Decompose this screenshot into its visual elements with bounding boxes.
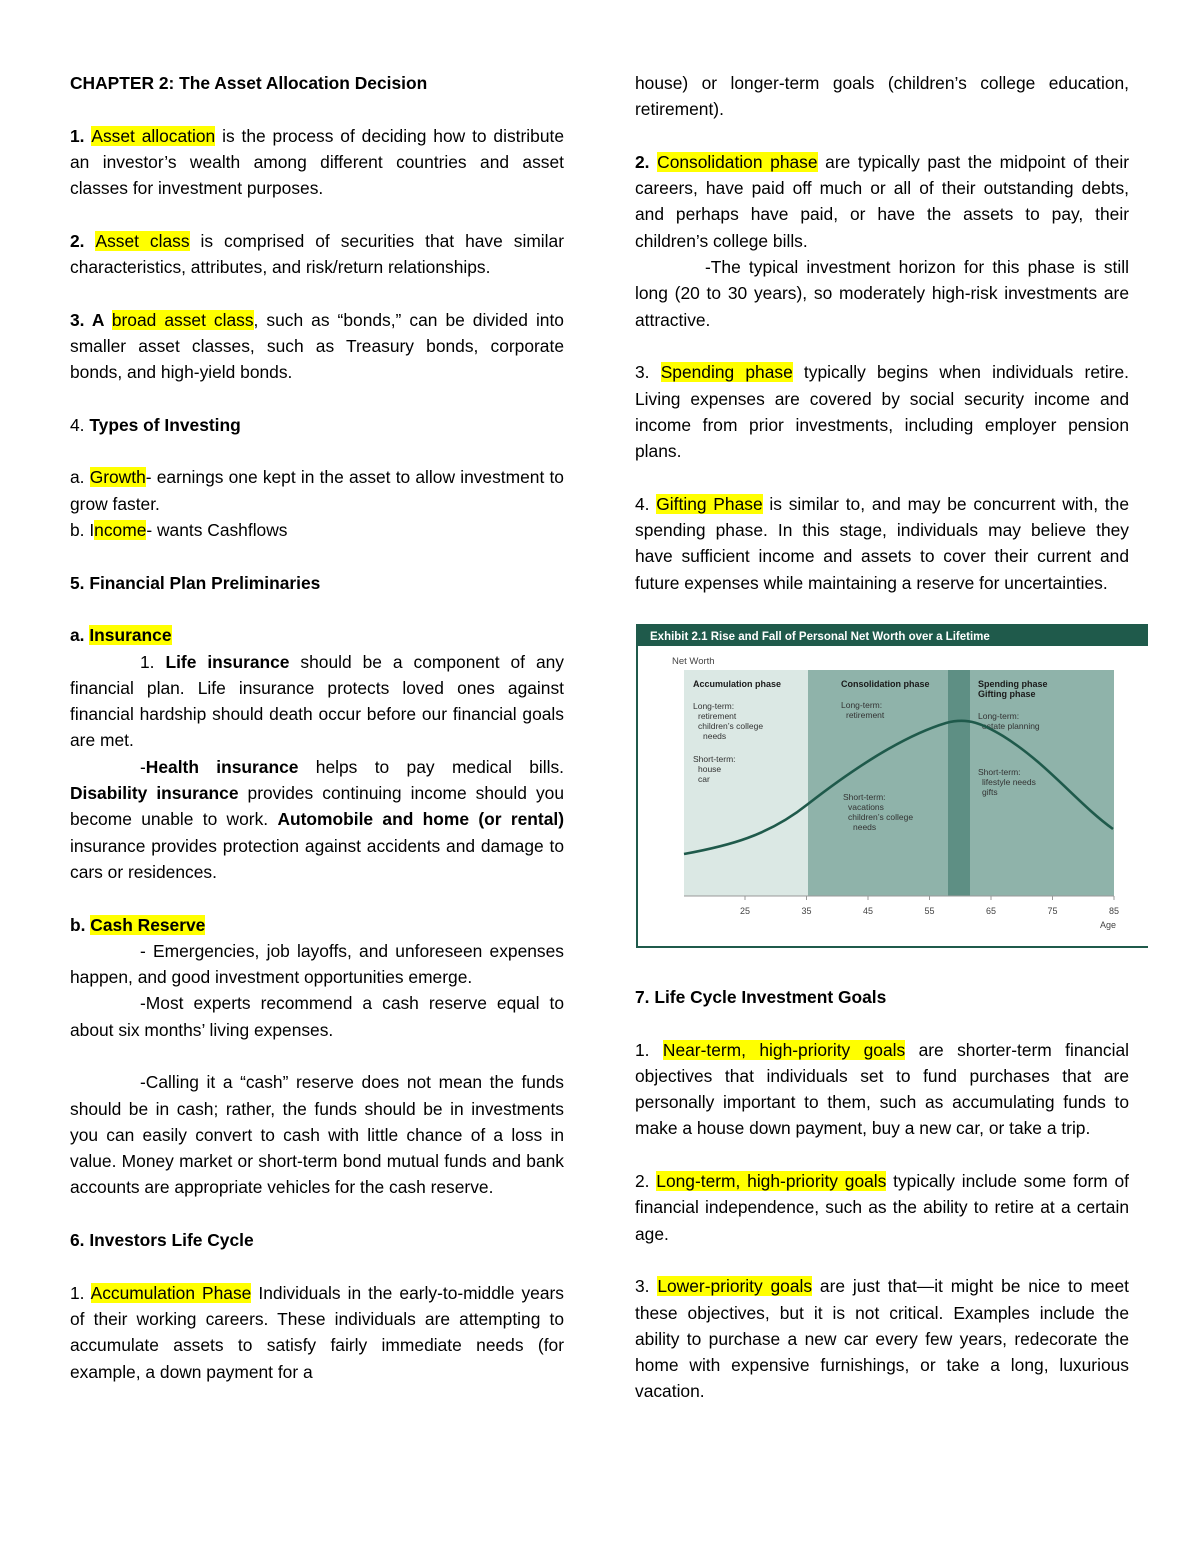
right-column-lower [635,984,1129,1431]
consol-st-label: Short-term: [843,792,886,802]
consol-st1: vacations [848,802,884,812]
highlight-term: Cash Reserve [90,914,206,935]
heading-cash-reserve: b. Cash Reserve [70,914,206,935]
para-health-insurance: -Health insurance helps to pay medical bills. Disability insurance provides continuing income should you become unable to work. Automobile and home (or rental) insurance provides protection against accidents and damage to cars or residences. [70,756,564,882]
highlight-term: Gifting Phase [656,493,763,514]
para-life-insurance: 1. Life insurance should be a component of any financial plan. Life insurance protects loved ones against financial hardship should death occur before our financial goals are met. [70,651,565,751]
exhibit-ylabel: Net Worth [672,656,715,667]
x-tick-label: 45 [862,906,874,916]
exhibit-title: Exhibit 2.1 Rise and Fall of Personal Net Worth over a Lifetime [650,631,990,643]
accum-st1: house [698,764,722,774]
spend-st1: lifestyle needs [982,777,1036,787]
para-growth: a. Growth- earnings one kept in the asset to allow investment to grow faster. [70,467,564,514]
spend-st2: gifts [982,787,998,797]
highlight-term: Long-term, high-priority goals [656,1171,887,1192]
para-income: b. Income- wants Cashflows [70,520,288,541]
heading-life-cycle: 6. Investors Life Cycle [70,1230,254,1251]
exhibit-figure [636,624,1148,948]
accum-lt1: retirement [698,711,737,721]
para-asset-class: 2. Asset class is comprised of securities that have similar characteristics, attributes, and risk/return relationships. [70,230,564,278]
right-column [635,70,1129,622]
para-long-term: 2. Long-term, high-priority goals typically include some form of financial independence, such as the ability to retire at a certain age. [635,1171,1129,1244]
highlight-term: Near-term, high-priority goals [662,1039,906,1060]
para-gifting: 4. Gifting Phase is similar to, and may be concurrent with, the spending phase. In this stage, individuals may believe they have sufficient income and assets to cover their current and future expenses while maintaining a reserve for uncertainties. [635,493,1129,593]
heading-goals: 7. Life Cycle Investment Goals [635,987,887,1007]
highlight-term: Asset allocation [91,125,216,146]
para-spending: 3. Spending phase typically begins when individuals retire. Living expenses are covered by social security income and income from prior investments, including employer pension plans. [635,362,1129,462]
x-tick-label: 85 [1108,906,1120,916]
para-accumulation: 1. Accumulation Phase Individuals in the early-to-middle years of their working careers. These individuals are attempting to accumulate assets to satisfy fairly immediate needs (for example, a down payment for a [70,1282,564,1382]
x-tick-label: 35 [801,906,812,916]
accum-lt2: children’s college [698,721,764,731]
highlight-term: Accumulation Phase [90,1282,252,1303]
para-cash-meaning: -Calling it a “cash” reserve does not mean the funds should be in cash; rather, the funds should be in investments you can easily convert to cash with little chance of a loss in value. Money market or short-term bond mutual funds and bank accounts are appropriate vehicles for the cash reserve. [70,1072,564,1198]
para-continuation: house) or longer-term goals (children’s college education, retirement). [635,73,1129,120]
x-tick-label: 25 [739,906,751,916]
consol-st2: children’s college [848,812,914,822]
spend-st-label: Short-term: [978,767,1021,777]
x-tick-label: 65 [985,906,997,916]
consol-lt1: retirement [846,710,885,720]
accum-st2: car [698,774,710,784]
para-horizon: -The typical investment horizon for this phase is still long (20 to 30 years), so moderately high-risk investments are attractive. [635,257,1129,330]
highlight-term: Spending phase [660,362,793,383]
exhibit-svg [638,624,1148,946]
para-emergencies: - Emergencies, job layoffs, and unforeseen expenses happen, and good investment opportunities emerge. [70,940,564,988]
highlight-term: Asset class [95,230,190,251]
para-near-term: 1. Near-term, high-priority goals are shorter-term financial objectives that individuals set to fund purchases that are personally important to them, such as accumulating funds to make a house down payment, buy a new car, or take a trip. [635,1039,1129,1139]
accum-st-label: Short-term: [693,754,736,764]
heading-types-of-investing: 4. Types of Investing [70,414,241,435]
phase-consolidation-name: Consolidation phase [841,679,930,689]
highlight-term: Growth [89,467,146,488]
highlight-term: broad asset class [111,309,254,330]
spend-lt1: estate planning [982,721,1040,731]
highlight-term: Consolidation phase [657,151,818,172]
para-consolidation: 2. Consolidation phase are typically past the midpoint of their careers, have paid off much or all of their outstanding debts, and perhaps have paid, or have the assets to pay, their children’s college bills. [635,151,1129,251]
x-axis-label: Age [1100,920,1117,930]
accum-lt-label: Long-term: [693,701,735,711]
phase-overlap-band [948,670,970,896]
phase-accumulation-name: Accumulation phase [693,679,782,689]
consol-st3: needs [853,822,877,832]
phase-spending-name: Spending phase [978,679,1048,689]
accum-lt3: needs [703,731,727,741]
chapter-title: CHAPTER 2: The Asset Allocation Decision [70,73,428,93]
para-broad-asset-class: 3. A broad asset class, such as “bonds,” can be divided into smaller asset classes, such as Treasury bonds, corporate bonds, and high-yield bonds. [70,309,564,383]
para-lower-priority: 3. Lower-priority goals are just that—it might be nice to meet these objectives, but it is not critical. Examples include the ability to purchase a new car every few years, redecorate the home with expensive furnishings, or take a long, luxurious vacation. [635,1276,1129,1402]
para-six-months: -Most experts recommend a cash reserve equal to about six months’ living expenses. [70,993,564,1040]
phase-gifting-name: Gifting phase [978,689,1036,699]
x-ticks [740,896,1119,916]
x-tick-label: 75 [1047,906,1058,916]
heading-financial-plan: 5. Financial Plan Preliminaries [70,572,321,593]
x-tick-label: 55 [924,906,935,916]
highlight-term: Insurance [89,625,172,646]
highlight-term: ncome [94,520,147,541]
consol-lt-label: Long-term: [841,700,883,710]
left-column [70,70,564,1411]
spend-lt-label: Long-term: [978,711,1020,721]
para-asset-allocation: 1. Asset allocation is the process of deciding how to distribute an investor’s wealth among different countries and asset classes for investment purposes. [70,125,564,199]
heading-insurance: a. Insurance [70,625,172,646]
highlight-term: Lower-priority goals [657,1276,813,1297]
